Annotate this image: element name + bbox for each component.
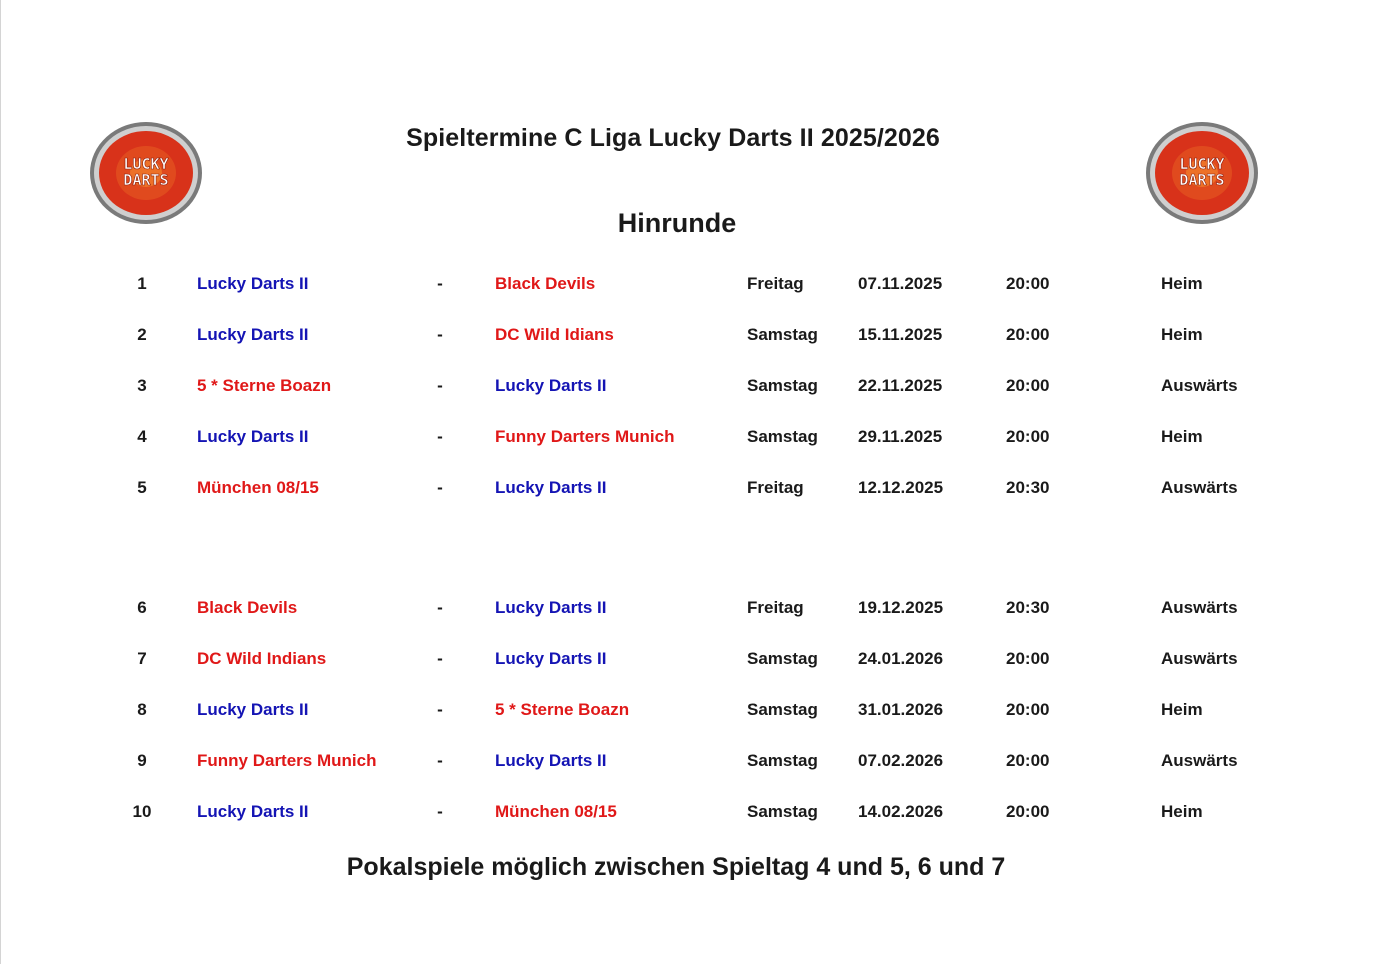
weekday: Samstag — [747, 700, 818, 719]
home-team: DC Wild Indians — [197, 649, 327, 668]
away-team: Lucky Darts II — [495, 478, 607, 497]
svg-text:DARTS: DARTS — [123, 171, 169, 189]
match-row — [0, 644, 1384, 674]
svg-text:DARTS: DARTS — [1179, 171, 1225, 189]
match-row — [0, 593, 1384, 623]
home-team: Lucky Darts II — [197, 802, 309, 821]
match-time: 20:00 — [1006, 700, 1050, 719]
away-team: Lucky Darts II — [495, 751, 607, 770]
weekday: Samstag — [747, 427, 818, 446]
match-date: 31.01.2026 — [858, 700, 944, 719]
match-time: 20:00 — [1006, 376, 1050, 395]
versus-separator: - — [437, 751, 443, 770]
match-number: 1 — [137, 274, 147, 293]
match-number: 5 — [137, 478, 147, 497]
weekday: Samstag — [747, 751, 818, 770]
match-number: 8 — [137, 700, 147, 719]
venue: Heim — [1161, 325, 1203, 344]
match-number: 6 — [137, 598, 147, 617]
away-team: Lucky Darts II — [495, 598, 607, 617]
match-row — [0, 797, 1384, 827]
venue: Heim — [1161, 427, 1203, 446]
home-team: Lucky Darts II — [197, 700, 309, 719]
venue: Heim — [1161, 700, 1203, 719]
match-number: 2 — [137, 325, 147, 344]
match-date: 15.11.2025 — [858, 325, 943, 344]
venue: Auswärts — [1161, 478, 1238, 497]
match-time: 20:00 — [1006, 751, 1050, 770]
home-team: 5 * Sterne Boazn — [197, 376, 332, 395]
match-time: 20:30 — [1006, 478, 1050, 497]
match-number: 4 — [137, 427, 147, 446]
versus-separator: - — [437, 325, 443, 344]
match-time: 20:00 — [1006, 802, 1050, 821]
versus-separator: - — [437, 274, 443, 293]
match-date: 19.12.2025 — [858, 598, 944, 617]
venue: Heim — [1161, 802, 1203, 821]
match-date: 07.02.2026 — [858, 751, 944, 770]
versus-separator: - — [437, 802, 443, 821]
versus-separator: - — [437, 598, 443, 617]
weekday: Freitag — [747, 478, 804, 497]
weekday: Samstag — [747, 802, 818, 821]
home-team: Lucky Darts II — [197, 427, 309, 446]
cup-note: Pokalspiele möglich zwischen Spieltag 4 und 5, 6 und 7 — [346, 853, 1006, 881]
away-team: München 08/15 — [495, 802, 617, 821]
away-team: 5 * Sterne Boazn — [495, 700, 630, 719]
away-team: Lucky Darts II — [495, 376, 607, 395]
match-time: 20:00 — [1006, 649, 1050, 668]
match-row — [0, 422, 1384, 452]
match-time: 20:30 — [1006, 598, 1050, 617]
home-team: Funny Darters Munich — [197, 751, 377, 770]
versus-separator: - — [437, 427, 443, 446]
weekday: Samstag — [747, 376, 818, 395]
venue: Auswärts — [1161, 649, 1238, 668]
match-number: 10 — [132, 802, 152, 821]
away-team: Lucky Darts II — [495, 649, 607, 668]
match-time: 20:00 — [1006, 325, 1050, 344]
venue: Heim — [1161, 274, 1203, 293]
match-date: 12.12.2025 — [858, 478, 944, 497]
venue: Auswärts — [1161, 598, 1238, 617]
match-row — [0, 371, 1384, 401]
match-date: 29.11.2025 — [858, 427, 943, 446]
svg-text:LUCKY: LUCKY — [123, 155, 169, 173]
match-row — [0, 695, 1384, 725]
match-date: 14.02.2026 — [858, 802, 944, 821]
home-team: Lucky Darts II — [197, 274, 309, 293]
match-date: 22.11.2025 — [858, 376, 943, 395]
match-number: 7 — [137, 649, 147, 668]
weekday: Freitag — [747, 274, 804, 293]
weekday: Freitag — [747, 598, 804, 617]
match-number: 3 — [137, 376, 147, 395]
match-row — [0, 269, 1384, 299]
venue: Auswärts — [1161, 751, 1238, 770]
weekday: Samstag — [747, 649, 818, 668]
match-row — [0, 746, 1384, 776]
home-team: Lucky Darts II — [197, 325, 309, 344]
match-number: 9 — [137, 751, 147, 770]
match-date: 07.11.2025 — [858, 274, 943, 293]
weekday: Samstag — [747, 325, 818, 344]
away-team: Black Devils — [495, 274, 596, 293]
section-title-hinrunde: Hinrunde — [617, 208, 737, 238]
match-row — [0, 320, 1384, 350]
match-time: 20:00 — [1006, 274, 1050, 293]
page-title: Spieltermine C Liga Lucky Darts II 2025/2026 — [406, 124, 940, 152]
match-time: 20:00 — [1006, 427, 1050, 446]
away-team: DC Wild Idians — [495, 325, 614, 344]
home-team: Black Devils — [197, 598, 298, 617]
venue: Auswärts — [1161, 376, 1238, 395]
home-team: München 08/15 — [197, 478, 319, 497]
match-date: 24.01.2026 — [858, 649, 944, 668]
versus-separator: - — [437, 376, 443, 395]
versus-separator: - — [437, 478, 443, 497]
match-row — [0, 473, 1384, 503]
versus-separator: - — [437, 700, 443, 719]
svg-text:LUCKY: LUCKY — [1179, 155, 1225, 173]
versus-separator: - — [437, 649, 443, 668]
away-team: Funny Darters Munich — [495, 427, 675, 446]
